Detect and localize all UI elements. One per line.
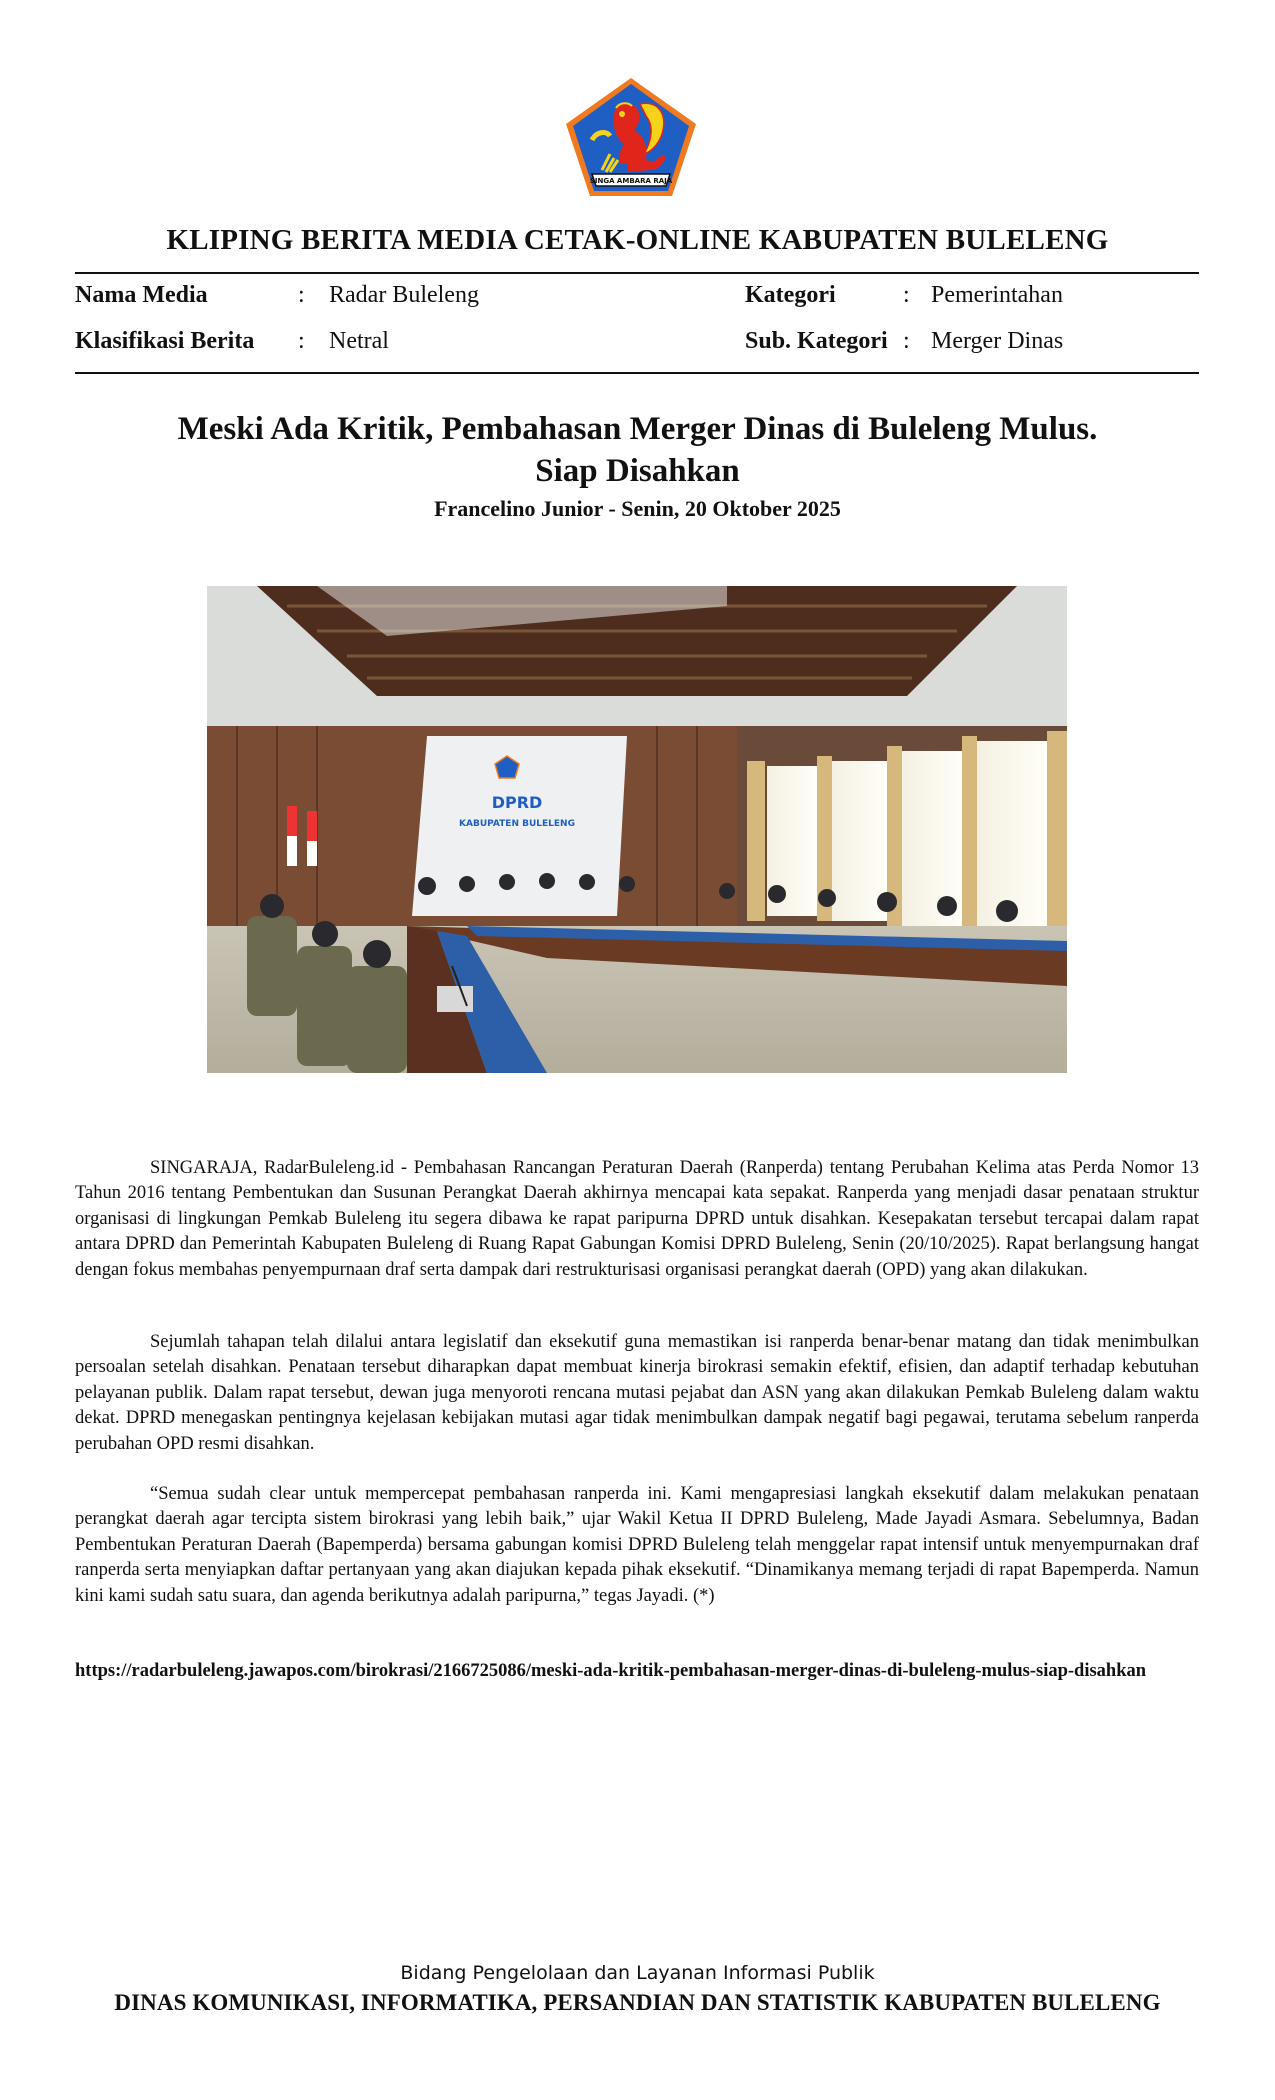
meta-colon: : xyxy=(903,282,910,308)
article-paragraph-2 xyxy=(75,1330,1199,1457)
divider-bottom xyxy=(75,372,1199,374)
meta-colon: : xyxy=(903,328,910,354)
emblem-motto: SINGA AMBARA RAJA xyxy=(589,177,673,185)
paragraph-text: “Semua sudah clear untuk mempercepat pembahasan ranperda ini. Kami mengapresiasi langkah eksekutif dalam melakukan penataan perangkat daerah agar tercipta sistem birokrasi yang lebih baik,” ujar Wakil Ketua II DPRD Buleleng, Made Jayadi Asmara. Sebelumnya, Badan Pembentukan Peraturan Daerah (Bapemperda) bersama gabungan komisi DPRD Buleleng telah menggelar rapat intensif untuk menyempurnakan draf ranperda serta menyiapkan daftar pertanyaan yang akan diajukan kepada pihak eksekutif. “Dinamikanya memang terjadi di rapat Bapemperda. Namun kini kami sudah satu suara, dan agenda berikutnya adalah paripurna,” tegas Jayadi. (*) xyxy=(75,1484,1199,1606)
meta-value-kategori: Pemerintahan xyxy=(931,282,1063,308)
meta-colon: : xyxy=(298,328,305,354)
meta-label: Kategori xyxy=(745,282,836,308)
photo-sign-kabupaten: KABUPATEN BULELENG xyxy=(459,819,575,829)
meta-value-klasifikasi: Netral xyxy=(329,328,389,354)
document-title: KLIPING BERITA MEDIA CETAK-ONLINE KABUPATEN BULELENG xyxy=(166,224,1109,256)
meta-label: Nama Media xyxy=(75,282,208,308)
meta-label: Klasifikasi Berita xyxy=(75,328,255,354)
meta-value-sub-kategori: Merger Dinas xyxy=(931,328,1064,354)
divider-top xyxy=(75,272,1199,274)
article-paragraph-3 xyxy=(75,1482,1199,1609)
paragraph-text: SINGARAJA, RadarBuleleng.id - Pembahasan Rancangan Peraturan Daerah (Ranperda) tentang Perubahan Kelima atas Perda Nomor 13 Tahun 2016 tentang Pembentukan dan Susunan Perangkat Daerah akhirnya mencapai kata sepakat. Ranperda yang menjadi dasar penataan struktur organisasi di lingkungan Pemkab Buleleng itu segera dibawa ke rapat paripurna DPRD untuk disahkan. Kesepakatan tersebut tercapai dalam rapat antara DPRD dan Pemerintah Kabupaten Buleleng di Ruang Rapat Gabungan Komisi DPRD Buleleng, Senin (20/10/2025). Rapat berlangsung hangat dengan fokus membahas penyempurnaan draf serta dampak dari restrukturisasi organisasi perangkat daerah (OPD) yang akan dilakukan. xyxy=(75,1158,1199,1280)
meta-value-nama-media: Radar Buleleng xyxy=(329,282,479,308)
article-photo xyxy=(207,586,1067,1073)
article-headline xyxy=(0,408,1275,492)
photo-sign-dprd: DPRD xyxy=(491,793,543,812)
paragraph-text: Sejumlah tahapan telah dilalui antara legislatif dan eksekutif guna memastikan isi ranperda benar-benar matang dan tidak menimbulkan persoalan setelah disahkan. Penataan tersebut diharapkan dapat membuat kinerja birokrasi semakin efektif, efisien, dan adaptif terhadap kebutuhan pelayanan publik. Dalam rapat tersebut, dewan juga menyoroti rencana mutasi pejabat dan ASN yang akan dilakukan Pemkab Buleleng dalam waktu dekat. DPRD menegaskan pentingnya kejelasan kebijakan mutasi agar tidak menimbulkan dampak negatif bagi pegawai, terutama sebelum ranperda perubahan OPD resmi disahkan. xyxy=(75,1332,1199,1454)
headline-line-1: Meski Ada Kritik, Pembahasan Merger Dinas di Buleleng Mulus. xyxy=(177,411,1098,447)
kabupaten-buleleng-emblem-icon xyxy=(562,74,700,200)
article-byline: Francelino Junior - Senin, 20 Oktober 2025 xyxy=(434,496,841,521)
footer-organization: DINAS KOMUNIKASI, INFORMATIKA, PERSANDIAN DAN STATISTIK KABUPATEN BULELENG xyxy=(114,1990,1161,2015)
headline-line-2: Siap Disahkan xyxy=(535,453,740,489)
meta-label: Sub. Kategori xyxy=(745,328,888,354)
source-link[interactable]: https://radarbuleleng.jawapos.com/birokrasi/2166725086/meski-ada-kritik-pembahasan-merger-dinas-di-buleleng-mulus-siap-disahkan xyxy=(75,1661,1147,1681)
footer-unit: Bidang Pengelolaan dan Layanan Informasi Publik xyxy=(400,1962,875,1984)
article-paragraph-1 xyxy=(75,1156,1199,1283)
meta-colon: : xyxy=(298,282,305,308)
